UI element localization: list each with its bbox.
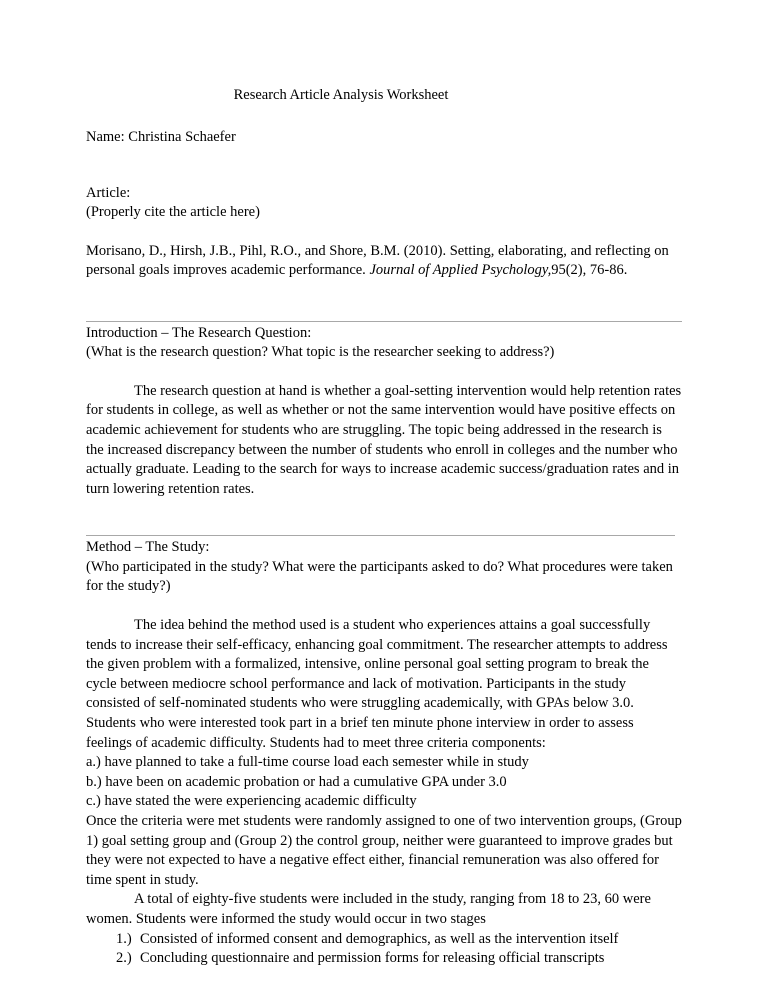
list-item: [86, 930, 682, 950]
list-item: a.) have planned to take a full-time course load each semester while in study: [86, 754, 529, 771]
article-label: Article:: [86, 184, 131, 201]
section-divider-method: [86, 535, 675, 536]
section-prompt-method: (Who participated in the study? What were the participants asked to do? What procedures were taken for the study?): [86, 558, 673, 595]
list-item: [86, 949, 682, 969]
citation-authors-title: Morisano, D., Hirsh, J.B., Pihl, R.O., and Shore, B.M. (2010). Setting, elaborating, and reflecting on personal goals improves academic performance.: [86, 242, 669, 279]
section-heading-method: Method – The Study:: [86, 539, 210, 556]
section-body-introduction: The research question at hand is whether a goal-setting intervention would help retention rates for students in college, as well as whether or not the same intervention would have positive effects on academic achievement for students who are struggling. The topic being addressed in the research is the increased discrepancy between the number of students who enroll in colleges and the number who actually graduate. Leading to the search for ways to increase academic success/graduation rates and in turn lowering retention rates.: [86, 382, 682, 497]
list-item-label: Consisted of informed consent and demographics, as well as the intervention itself: [140, 930, 619, 947]
list-item-number: 1.): [116, 930, 132, 947]
article-instruction: (Properly cite the article here): [86, 204, 260, 220]
list-item-label: Concluding questionnaire and permission forms for releasing official transcripts: [140, 950, 605, 967]
spacer: [86, 363, 682, 382]
article-citation: [86, 242, 682, 281]
spacer: [86, 499, 682, 535]
student-name-line: Name: Christina Schaefer: [86, 129, 236, 145]
spacer: [86, 597, 682, 616]
spacer: [86, 223, 682, 242]
section-prompt-introduction: (What is the research question? What topic is the researcher seeking to address?): [86, 344, 555, 361]
spacer: [86, 148, 682, 184]
citation-volume-pages: 95(2), 76-86.: [551, 262, 628, 279]
page-title: Research Article Analysis Worksheet: [233, 87, 449, 103]
criteria-list: [86, 753, 682, 812]
section-body-method-final: A total of eighty-five students were included in the study, ranging from 18 to 23, 60 were women. Students were informed the study would occur in two stages: [86, 891, 651, 927]
section-divider-introduction: [86, 321, 682, 322]
spacer: [86, 281, 682, 321]
section-body-method: The idea behind the method used is a student who experiences attains a goal successfully tends to increase their self-efficacy, enhancing goal commitment. The researcher attempts to address the given problem with a formalized, intensive, online personal goal setting program to break the cycle between mediocre school performance and lack of motivation. Participants in the study consisted of self-nominated students who were struggling academically, with GPAs below 3.0. Students who were interested took part in a brief ten minute phone interview in order to assess feelings of academic difficulty. Students had to meet three criteria components:: [86, 617, 668, 751]
citation-journal: Journal of Applied Psychology,: [369, 262, 552, 279]
stages-list: [86, 930, 682, 969]
list-item: b.) have been on academic probation or had a cumulative GPA under 3.0: [86, 773, 507, 790]
section-heading-introduction: Introduction – The Research Question:: [86, 324, 312, 341]
section-body-method-continued: Once the criteria were met students were randomly assigned to one of two intervention groups, (Group 1) goal setting group and (Group 2) the control group, neither were guaranteed to improve grades but they were not expected to have a negative effect either, financial remuneration was also offered for time spent in study.: [86, 812, 682, 888]
list-item-number: 2.): [116, 950, 132, 967]
list-item: c.) have stated the were experiencing academic difficulty: [86, 793, 417, 810]
